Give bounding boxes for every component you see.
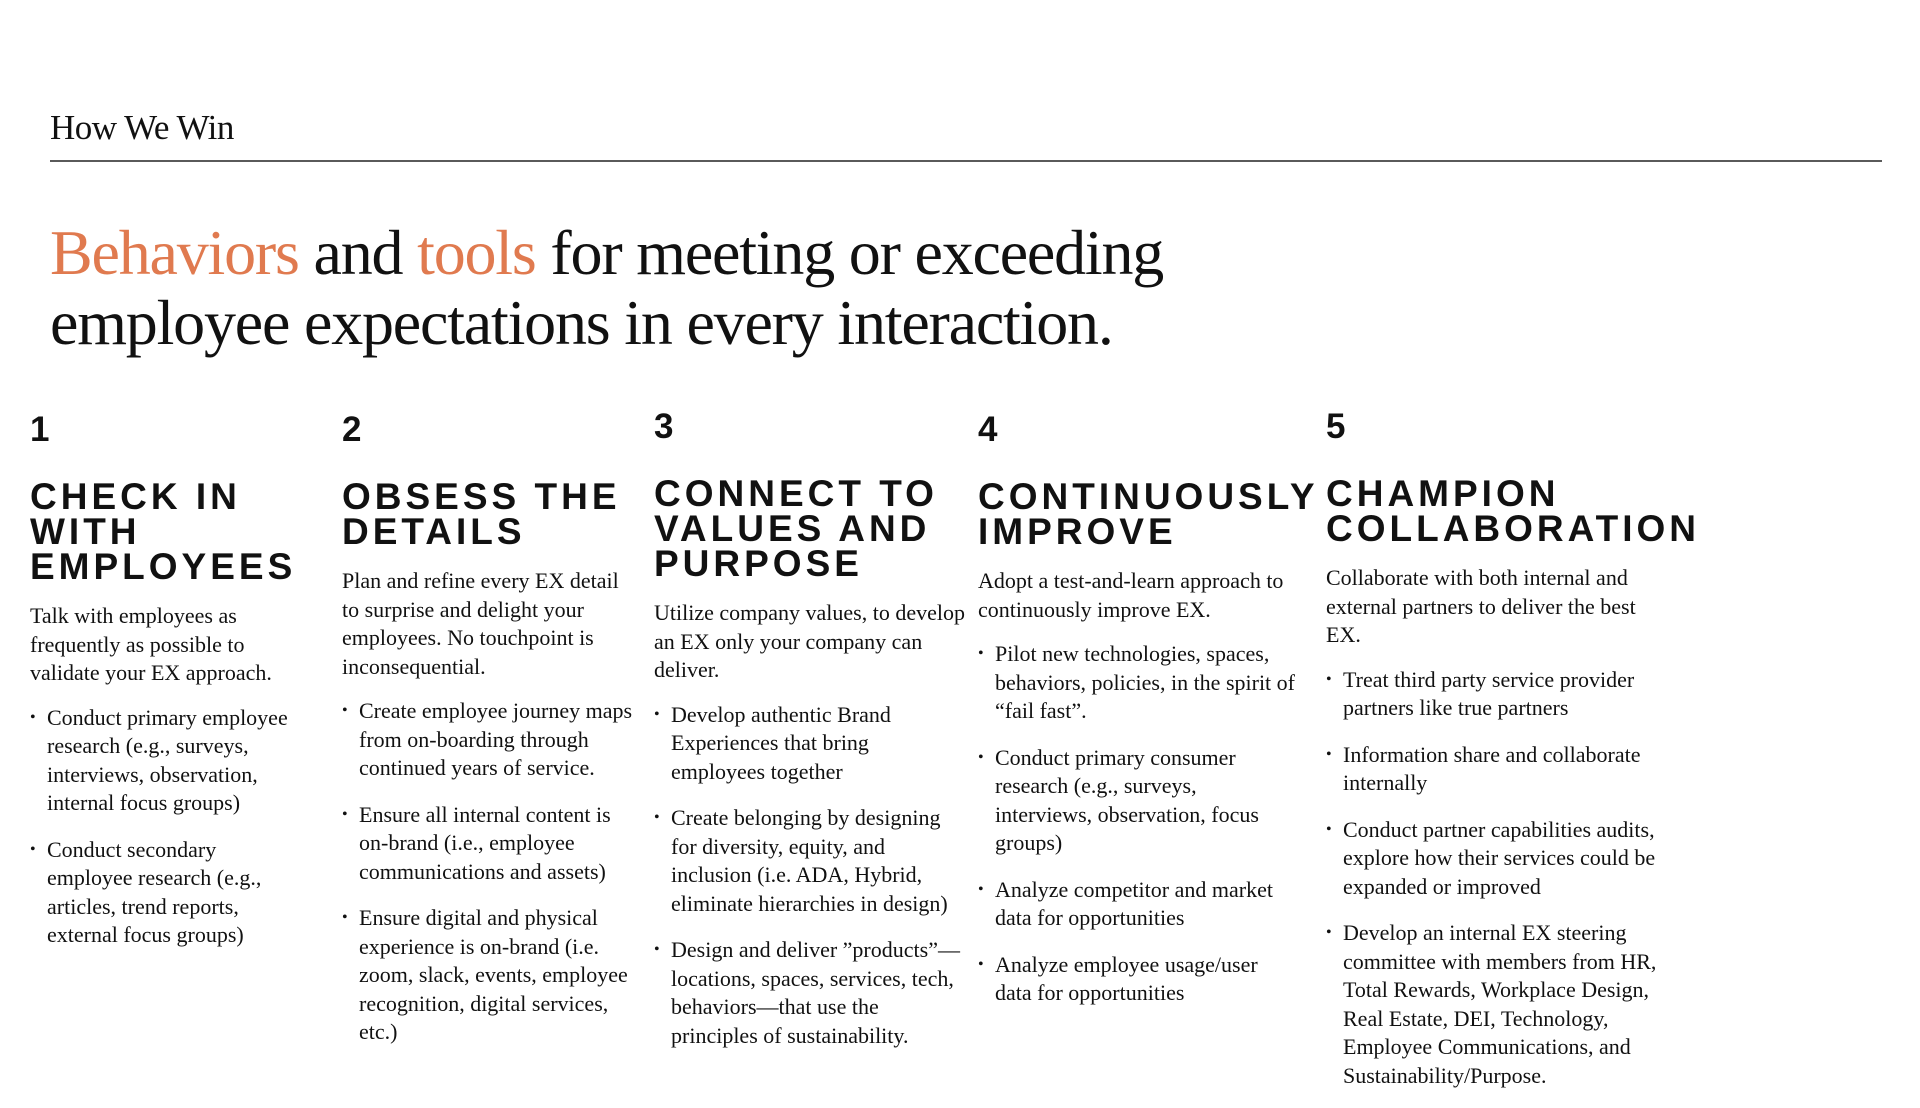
column-title: CHAMPION COLLABORATION [1326, 473, 1700, 549]
section-label: How We Win [50, 108, 234, 147]
list-item-text: Information share and collaborate internally [1343, 741, 1641, 795]
list-item-text: Conduct secondary employee research (e.g., articles, trend reports, external focus groups) [47, 836, 262, 947]
list-item [654, 804, 966, 918]
bullet-dot-icon: • [342, 702, 348, 719]
list-item-text: Conduct partner capabilities audits, explore how their services could be expanded or improved [1343, 816, 1656, 899]
column-number: 5 [1326, 407, 1346, 446]
column-1 [30, 410, 302, 968]
column-2 [342, 410, 640, 1065]
column-5 [1326, 407, 1700, 1108]
list-item-text: Create belonging by designing for diversity, equity, and inclusion (i.e. ADA, Hybrid, eliminate hierarchies in design) [671, 805, 948, 916]
list-item-text: Develop an internal EX steering committee with members from HR, Total Rewards, Workplace Design, Real Estate, DEI, Technology, Employee Communications, and Sustainability/Purpose. [1343, 920, 1657, 1088]
bullet-dot-icon: • [654, 941, 660, 958]
bullet-dot-icon: • [1326, 924, 1332, 941]
bullet-dot-icon: • [978, 645, 984, 662]
column-intro: Plan and refine every EX detail to surprise and delight your employees. No touchpoint is inconsequential. [342, 568, 619, 679]
bullet-dot-icon: • [30, 840, 36, 858]
list-item [654, 701, 966, 787]
bullet-list [1326, 666, 1681, 1091]
column-intro: Adopt a test-and-learn approach to continuously improve EX. [978, 568, 1284, 622]
column-intro: Collaborate with both internal and external partners to deliver the best EX. [1326, 565, 1636, 647]
list-item [978, 876, 1298, 933]
bullet-dot-icon: • [978, 748, 984, 766]
list-item [342, 697, 640, 783]
bullet-dot-icon: • [654, 705, 660, 723]
list-item [1326, 919, 1681, 1090]
list-item [1326, 741, 1681, 798]
list-item [1326, 816, 1681, 902]
list-item [978, 951, 1298, 1008]
bullet-dot-icon: • [30, 708, 36, 726]
column-3 [654, 407, 966, 1068]
list-item [30, 704, 302, 818]
bullet-list [978, 640, 1298, 1008]
bullet-dot-icon: • [654, 809, 660, 826]
bullet-list [654, 701, 966, 1051]
headline-text: for meeting or exceeding [535, 217, 1164, 288]
column-intro: Talk with employees as frequently as possible to validate your EX approach. [30, 603, 272, 685]
list-item [978, 744, 1298, 858]
list-item [342, 801, 640, 887]
list-item-text: Analyze employee usage/user data for opportunities [995, 951, 1258, 1005]
list-item-text: Conduct primary consumer research (e.g., surveys, interviews, observation, focus groups) [995, 744, 1259, 855]
list-item-text: Pilot new technologies, spaces, behaviors, policies, in the spirit of “fail fast”. [995, 641, 1295, 723]
bullet-list [342, 697, 640, 1047]
header-divider [50, 160, 1882, 162]
bullet-dot-icon: • [1326, 745, 1332, 763]
column-title: CONTINUOUSLY IMPROVE [978, 476, 1318, 552]
headline-accent-tools: tools [417, 217, 536, 288]
list-item-text: Conduct primary employee research (e.g., surveys, interviews, observation, internal focus groups) [47, 704, 288, 815]
bullet-dot-icon: • [978, 880, 984, 898]
column-title: OBSESS THE DETAILS [342, 476, 621, 552]
column-title: CONNECT TO VALUES AND PURPOSE [654, 473, 938, 584]
bullet-dot-icon: • [342, 805, 348, 823]
headline-text: and [298, 217, 418, 288]
list-item-text: Create employee journey maps from on-boarding through continued years of service. [359, 698, 633, 780]
bullet-dot-icon: • [978, 955, 984, 973]
list-item-text: Develop authentic Brand Experiences that bring employees together [671, 701, 891, 784]
list-item-text: Design and deliver ”products”—locations, spaces, services, tech, behaviors—that use the principles of sustainability. [671, 937, 960, 1048]
headline-accent-behaviors: Behaviors [50, 217, 299, 288]
list-item [30, 836, 302, 950]
column-4 [978, 410, 1318, 1026]
list-item-text: Analyze competitor and market data for opportunities [995, 876, 1273, 930]
list-item-text: Ensure digital and physical experience is on-brand (i.e. zoom, slack, events, employee recognition, digital services, etc.) [359, 905, 628, 1044]
list-item [342, 904, 640, 1047]
column-number: 4 [978, 410, 998, 449]
page-headline [50, 218, 1450, 358]
list-item [1326, 666, 1681, 723]
column-number: 1 [30, 410, 50, 449]
column-number: 2 [342, 410, 362, 449]
headline-text-line2: employee expectations in every interaction. [50, 287, 1113, 358]
bullet-dot-icon: • [1326, 670, 1332, 688]
list-item-text: Treat third party service provider partners like true partners [1343, 666, 1635, 720]
bullet-dot-icon: • [1326, 820, 1332, 838]
list-item-text: Ensure all internal content is on-brand (i.e., employee communications and assets) [359, 801, 611, 884]
column-number: 3 [654, 407, 674, 446]
column-intro: Utilize company values, to develop an EX only your company can deliver. [654, 600, 965, 682]
list-item [654, 936, 966, 1050]
list-item [978, 640, 1298, 726]
column-title: CHECK IN WITH EMPLOYEES [30, 476, 297, 587]
bullet-dot-icon: • [342, 909, 348, 926]
bullet-list [30, 704, 302, 950]
